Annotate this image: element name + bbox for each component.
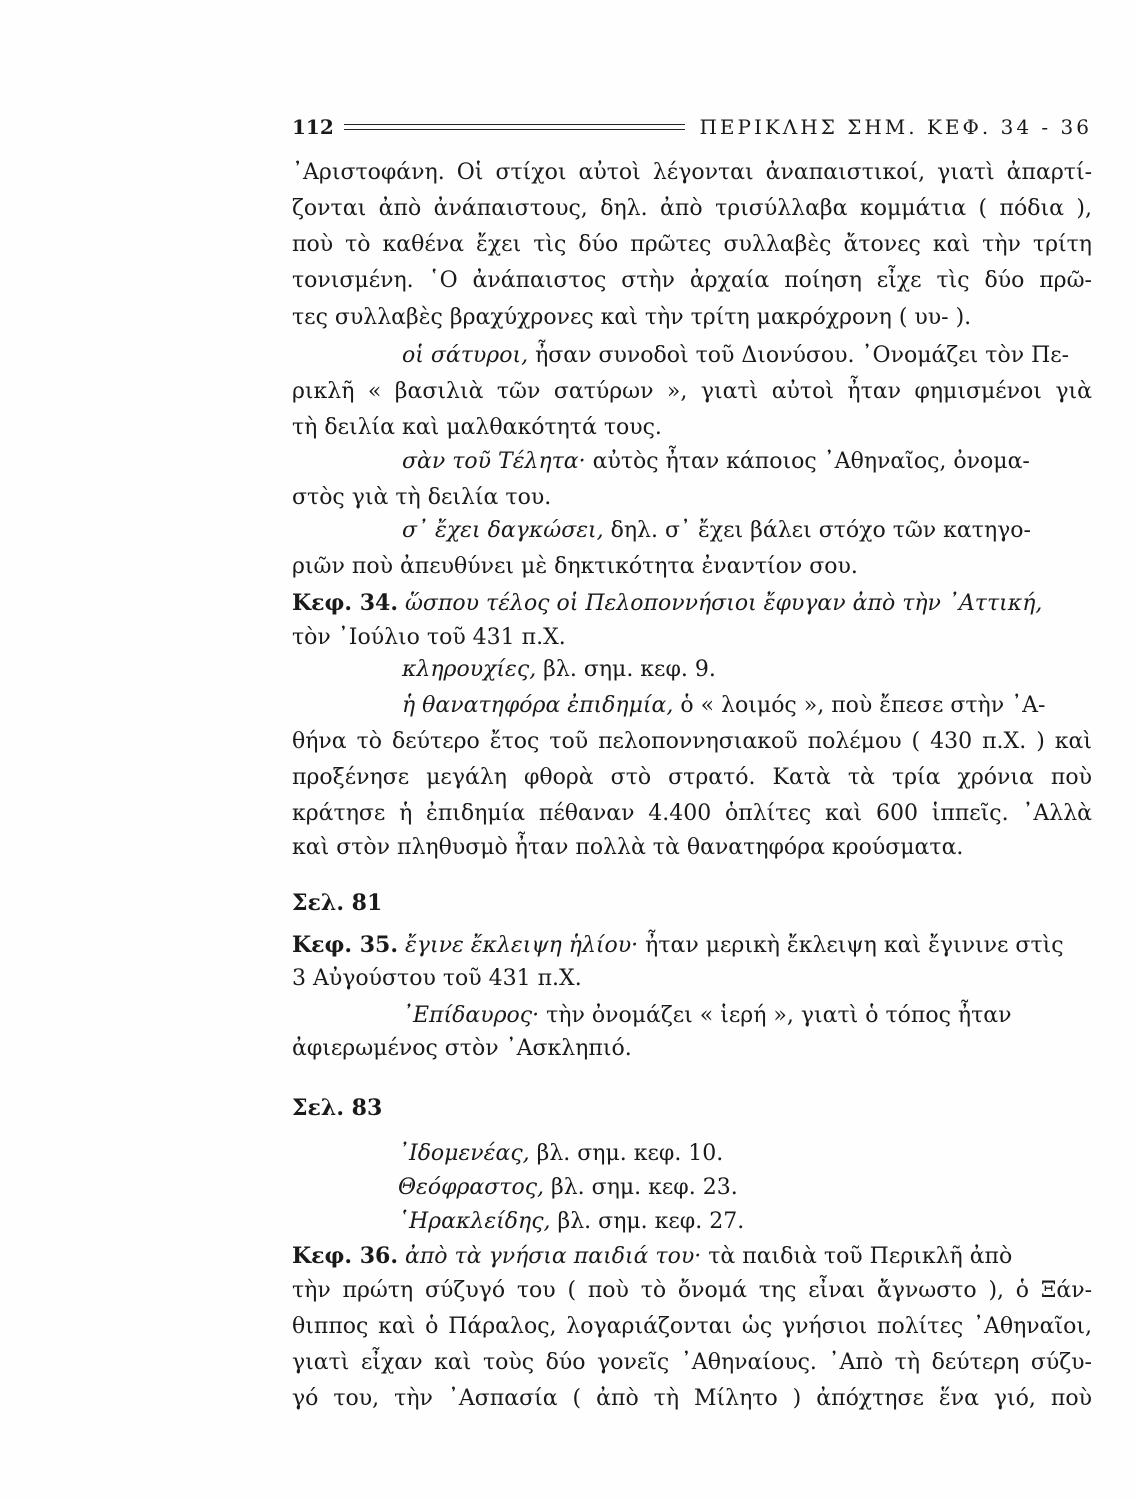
text-line: θήνα τὸ δεύτερο ἔτος τοῦ πελοποννησιακοῦ πολέμου ( 430 π.Χ. ) καὶ <box>292 729 1092 754</box>
page-number: 112 <box>292 115 334 139</box>
note-term: Θεόφραστος, <box>398 1175 545 1200</box>
note-entry <box>398 1204 1088 1240</box>
running-title: ΠΕΡΙΚΛΗΣ ΣΗΜ. ΚΕΦ. 34 - 36 <box>699 115 1092 139</box>
note-entry <box>292 585 1092 622</box>
note-term: κληρουχίες, <box>402 657 537 682</box>
note-text: τὰ παιδιὰ τοῦ Περικλῆ ἀπὸ <box>701 1244 1013 1269</box>
text-line: τονισμένη. ῾Ο ἀνάπαιστος στὴν ἀρχαία ποίηση εἶχε τὶς δύο πρῶ- <box>292 268 1092 293</box>
text-line: γιατὶ εἶχαν καὶ τοὺς δύο γονεῖς ᾿Αθηναίους. ᾿Απὸ τὴ δεύτερη σύζυ- <box>292 1350 1092 1375</box>
note-entry <box>402 338 1092 374</box>
note-text: ἦσαν συνοδοὶ τοῦ Διονύσου. ᾿Ονομάζει τὸν Πε- <box>528 343 1070 368</box>
chapter-label: Κεφ. 35. <box>292 932 398 958</box>
chapter-label: Κεφ. 34. <box>292 590 398 616</box>
note-entry <box>402 688 1092 724</box>
text-line: ριῶν ποὺ ἀπευθύνει μὲ δηκτικότητα ἐναντίον σου. <box>292 554 858 579</box>
note-entry <box>292 927 1092 964</box>
note-term: ὥσπου τέλος οἱ Πελοποννήσιοι ἔφυγαν ἀπὸ τὴν ᾿Αττική, <box>398 591 1043 616</box>
text-line: ᾿Αριστοφάνη. Οἱ στίχοι αὐτοὶ λέγονται ἀναπαιστικοί, γιατὶ ἀπαρτί- <box>292 160 1092 185</box>
note-entry <box>402 513 1092 549</box>
note-term: σὰν τοῦ Τέλητα· <box>402 449 586 474</box>
text-line: ρικλῆ « βασιλιὰ τῶν σατύρων », γιατὶ αὐτοὶ ἦταν φημισμένοι γιὰ <box>292 379 1092 404</box>
note-term: σ᾿ ἔχει δαγκώσει, <box>402 518 604 543</box>
note-text: βλ. σημ. κεφ. 10. <box>529 1141 724 1166</box>
note-term: ἔγινε ἔκλειψη ἡλίου· <box>398 933 639 958</box>
note-term: οἱ σάτυροι, <box>402 343 529 368</box>
note-text: δηλ. σ᾿ ἔχει βάλει στόχο τῶν κατηγο- <box>603 518 1031 543</box>
note-entry <box>398 1170 1088 1206</box>
note-text: ὁ « λοιμός », ποὺ ἔπεσε στὴν ᾿Α- <box>673 693 1046 718</box>
text-line: ζονται ἀπὸ ἀνάπαιστους, δηλ. ἀπὸ τρισύλλαβα κομμάτια ( πόδια ), <box>292 196 1092 221</box>
note-entry <box>398 1136 1088 1172</box>
text-line: 3 Αὐγούστου τοῦ 431 π.Χ. <box>292 966 582 991</box>
chapter-label: Κεφ. 36. <box>292 1243 398 1269</box>
note-text: τὴν ὀνομάζει « ἱερή », γιατὶ ὁ τόπος ἦταν <box>539 1003 1012 1028</box>
section-heading: Σελ. 83 <box>292 1095 383 1121</box>
note-entry <box>402 444 1092 480</box>
note-entry <box>292 1238 1092 1275</box>
text-line: τὴ δειλία καὶ μαλθακότητά τους. <box>292 415 662 440</box>
text-line: στὸς γιὰ τὴ δειλία του. <box>292 485 552 510</box>
text-line: κράτησε ἡ ἐπιδημία πέθαναν 4.400 ὁπλίτες καὶ 600 ἱππεῖς. ᾿Αλλὰ <box>292 801 1092 826</box>
note-term: ᾿Επίδαυρος· <box>402 1003 540 1028</box>
note-text: αὐτὸς ἦταν κάποιος ᾿Αθηναῖος, ὀνομα- <box>585 449 1030 474</box>
note-term: ῾Ηρακλείδης, <box>398 1209 551 1234</box>
note-term: ἀπὸ τὰ γνήσια παιδιά του· <box>398 1244 702 1269</box>
text-line: προξένησε μεγάλη φθορὰ στὸ στρατό. Κατὰ τὰ τρία χρόνια ποὺ <box>292 765 1092 790</box>
text-line: θιππος καὶ ὁ Πάραλος, λογαριάζονται ὡς γνήσιοι πολίτες ᾿Αθηναῖοι, <box>292 1314 1092 1339</box>
note-text: βλ. σημ. κεφ. 9. <box>536 657 716 682</box>
text-line: τες συλλαβὲς βραχύχρονες καὶ τὴν τρίτη μακρόχρονη ( υυ- ). <box>292 305 972 330</box>
header-rule <box>344 124 686 130</box>
text-line: γό του, τὴν ᾿Ασπασία ( ἀπὸ τὴ Μίλητο ) ἀπόχτησε ἕνα γιό, ποὺ <box>292 1386 1092 1411</box>
note-term: ἡ θανατηφόρα ἐπιδημία, <box>402 693 674 718</box>
note-term: ᾿Ιδομενέας, <box>398 1141 530 1166</box>
section-heading: Σελ. 81 <box>292 890 383 916</box>
note-entry <box>402 998 1092 1034</box>
text-line: ποὺ τὸ καθένα ἔχει τὶς δύο πρῶτες συλλαβὲς ἄτονες καὶ τὴν τρίτη <box>292 232 1092 257</box>
note-text: βλ. σημ. κεφ. 27. <box>550 1209 745 1234</box>
note-text: ἦταν μερικὴ ἔκλειψη καὶ ἔγινινε στὶς <box>638 933 1064 958</box>
text-line: τὸν ᾿Ιούλιο τοῦ 431 π.Χ. <box>292 625 566 650</box>
page-header <box>292 112 1092 142</box>
text-line: τὴν πρώτη σύζυγό του ( ποὺ τὸ ὄνομά της εἶναι ἄγνωστο ), ὁ Ξάν- <box>292 1278 1092 1303</box>
text-line: ἀφιερωμένος στὸν ᾿Ασκληπιό. <box>292 1036 632 1061</box>
text-line: καὶ στὸν πληθυσμὸ ἦταν πολλὰ τὰ θανατηφόρα κρούσματα. <box>292 835 964 860</box>
note-text: βλ. σημ. κεφ. 23. <box>544 1175 738 1200</box>
note-entry <box>402 652 1092 688</box>
